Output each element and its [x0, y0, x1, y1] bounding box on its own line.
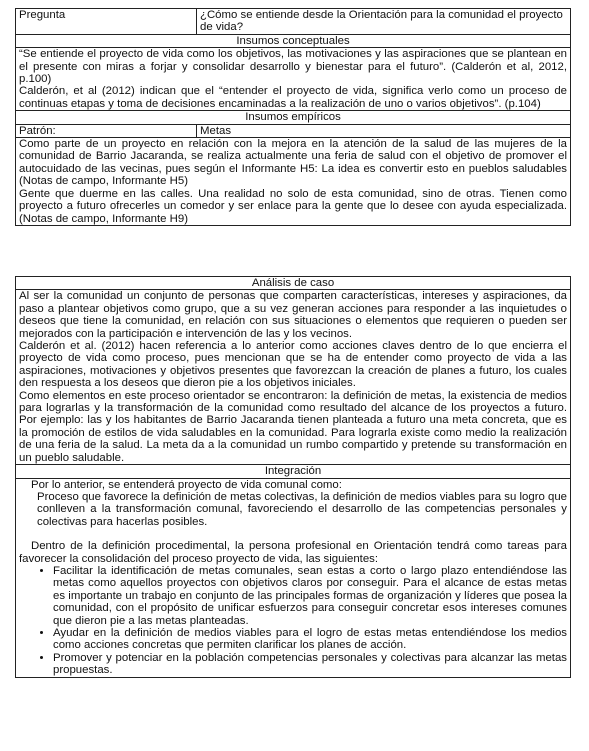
analisis-paragraph: Al ser la comunidad un conjunto de personas que comparten características, intereses y aspiraciones, da paso a plantear objetivos como grupo, que a su vez generan acciones para responder a las inquietudes o deseos que tiene la comunidad, en relación con sus situaciones o elementos que requieren o pueden ser mejorados con la participación e intervención de las y los vecinos. [19, 290, 567, 340]
patron-label: Patrón: [16, 124, 197, 137]
integracion-paragraph: Dentro de la definición procedimental, la persona profesional en Orientación tendrá como tareas para favorecer la consolidación del proceso proyecto de vida, las siguientes: [19, 540, 567, 565]
insumos-conceptuales-header: Insumos conceptuales [16, 34, 571, 47]
empirical-paragraph: Como parte de un proyecto en relación con la mejora en la atención de la salud de las mujeres de la comunidad de Barrio Jacaranda, se realiza actualmente una feria de salud con el objetivo de promover el autocuidado de las vecinas, pues según el Informante H5: La idea es convertir esto en pueblos saludables (Notas de campo, Informante H5) [19, 138, 567, 188]
conceptual-paragraph: Calderón, et al (2012) indican que el “entender el proyecto de vida, significa verlo como un proceso de continuas etapas y toma de decisiones encaminadas a la realización de uno o varios objetivos”. (p.104) [19, 85, 567, 110]
list-item: • Facilitar la identificación de metas comunales, sean estas a corto o largo plazo entendiéndose las metas como aquellos proyectos con objetivos claros por conseguir. Para el alcance de estas metas es importante un trabajo en conjunto de las principales formas de organización y líderes que posea la comunidad, con el propósito de unificar esfuerzos para conseguir concretar esos intereses comunes que dieron pie a las metas planteadas. [53, 565, 567, 627]
empirical-cell [16, 138, 571, 226]
empirical-paragraph: Gente que duerme en las calles. Una realidad no solo de esta comunidad, sino de otras. Tienen como proyecto a futuro ofrecerles un comedor y ser enlace para la gente que lo desee con ayuda especializada. (Notas de campo, Informante H9) [19, 187, 567, 225]
tasks-list [19, 565, 567, 677]
conceptual-paragraph: “Se entiende el proyecto de vida como los objetivos, las motivaciones y las aspiraciones que se plantean en el presente con miras a forjar y consolidar desarrollo y bienestar para el futuro”. (Calderón et al, 2012, p.100) [19, 48, 567, 86]
integracion-intro: Por lo anterior, se entenderá proyecto de vida comunal como: [31, 478, 342, 491]
integracion-header: Integración [16, 465, 571, 478]
metas-label: Metas [197, 124, 571, 137]
analisis-header: Análisis de caso [16, 277, 571, 290]
analisis-paragraph: Calderón et al. (2012) hacen referencia a lo anterior como acciones claves dentro de lo que encierra el proyecto de vida como proceso, pues mencionan que se ha de entender como proyecto de vida a las aspiraciones, motivaciones y objetivos presentes que favorezcan la creación de planes a futuro, los cuales den respuesta a los deseos que dieron pie a los objetivos iniciales. [19, 340, 567, 390]
pregunta-label: Pregunta [16, 9, 197, 35]
analisis-cell [16, 290, 571, 465]
insumos-empiricos-header: Insumos empíricos [16, 111, 571, 124]
list-item: • Ayudar en la definición de medios viables para el logro de estas metas entendiéndose los medios como acciones concretas que permiten clarificar los planes de acción. [53, 627, 567, 652]
integracion-definition: Proceso que favorece la definición de metas colectivas, la definición de medios viables para su logro que conlleven a la transformación comunal, favoreciendo el desarrollo de las competencias personales y colectivas para hacerlas posibles. [37, 490, 567, 528]
list-item: • Promover y potenciar en la población competencias personales y colectivas para alcanzar las metas propuestas. [53, 652, 567, 677]
bottom-table [15, 276, 571, 678]
top-table [15, 8, 571, 226]
conceptual-cell [16, 48, 571, 111]
pregunta-row [16, 9, 571, 35]
integracion-cell [16, 478, 571, 677]
analisis-paragraph: Como elementos en este proceso orientador se encontraron: la definición de metas, la existencia de medios para lograrlas y la transformación de la comunidad como resultado del alcance de los proyectos a futuro. Por ejemplo: las y los habitantes de Barrio Jacaranda tienen planteada a futuro una meta concreta, que es la promoción de estilos de vida saludables en la comunidad. Para lograrla existe como medio la realización de una feria de la salud. La meta da a la comunidad un rumbo compartido y pretende su transformación en un pueblo saludable. [19, 389, 567, 464]
pregunta-text: ¿Cómo se entiende desde la Orientación para la comunidad el proyecto de vida? [197, 9, 571, 35]
